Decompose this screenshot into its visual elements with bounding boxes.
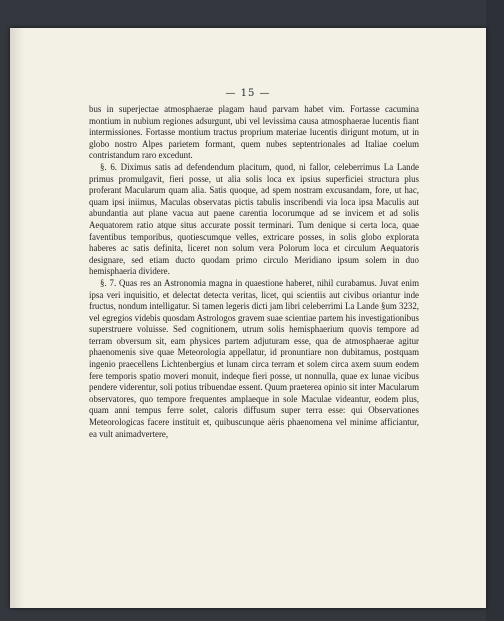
scanner-edge (486, 0, 504, 621)
page-number: — 15 — (225, 88, 271, 99)
paragraph-section-7: §. 7. Quas res an Astronomia magna in quaestione haberet, nihil curabamus. Juvat enim ipsa veri inquisitio, et delectat detecta veritas, licet, qui scientiis aut civibus oriantur inde fructus, nondum intelligatur. Si tamen legeris dicti jam libri celeberrimi La Lande §um 3232, vel egregios videbis quosdam Astrologos gravem suae scientiae partem his investigationibus superstruere voluisse. Sed cognitionem, utrum solis hemisphaerium quovis tempore ad terram obversum sit, eam physices partem adjuturam esse, qua de atmosphaerae agitur phaenomenis sive quae Meteorologia appellatur, id pronuntiare non dubitamus, postquam ingenio praecellens Lichtenbergius et lunam circa terram et solem circa axem suum eodem fere temporis spatio moveri monuit, indeque fieri posse, ut nonnulla, quae ex lunae vicibus pendere viderentur, soli potius tribuendae essent. Quum praeterea opinio sit inter Macularum observatores, quo tempore frequentes amplaeque in sole Maculae videantur, eodem plus, quam anni tempus ferre solet, caloris diffusum super terra esse: qui Observationes Meteorologicas facere instituit et, quibuscunque aëris phaenomena vel minime afficiantur, ea vult animadvertere, (89, 277, 419, 439)
body-text (89, 104, 419, 440)
book-page (10, 28, 486, 608)
paragraph-continuation: bus in superjectae atmosphaerae plagam haud parvam habet vim. Fortasse cacumina montium in nubium regiones adsurgunt, ubi vel levissima causa atmosphaerae lucentis fiant intermissiones. Fortasse montium tractus proprium materiae lucentis dirigunt motum, ut in globo nostro Alpes parietem formant, quem nubes septentrionales ad Italiae coelum contristandum raro excedunt. (89, 104, 419, 161)
gutter-shadow (10, 28, 24, 608)
paragraph-section-6: §. 6. Diximus satis ad defendendum placitum, quod, ni fallor, celeberrimus La Lande primus promulgavit, fieri posse, ut alia solis loca ex ipsius superficiei structura plus proferant Macularum quam alia. Satis quoque, ad spem nostram excusandam, fore, ut hac, quam ipsi iniimus, Maculas observatas pictis tabulis inscribendi via loca ipsa Maculis aut abundantia aut plane vacua aut paene carentia locorumque ad se invicem et ad solis Aequatorem ratio atque situs accurate possit terminari. Tum denique si certa loca, quae faventibus temporibus, quotiescumque velles, extricare posses, in solis globo explorata haberes ac satis definita, liceret non solum vera Polorum loca et circulum Aequatoris designare, sed etiam ducto quodam primo circulo Meridiano ipsum solem in duo hemisphaeria dividere. (89, 161, 419, 277)
